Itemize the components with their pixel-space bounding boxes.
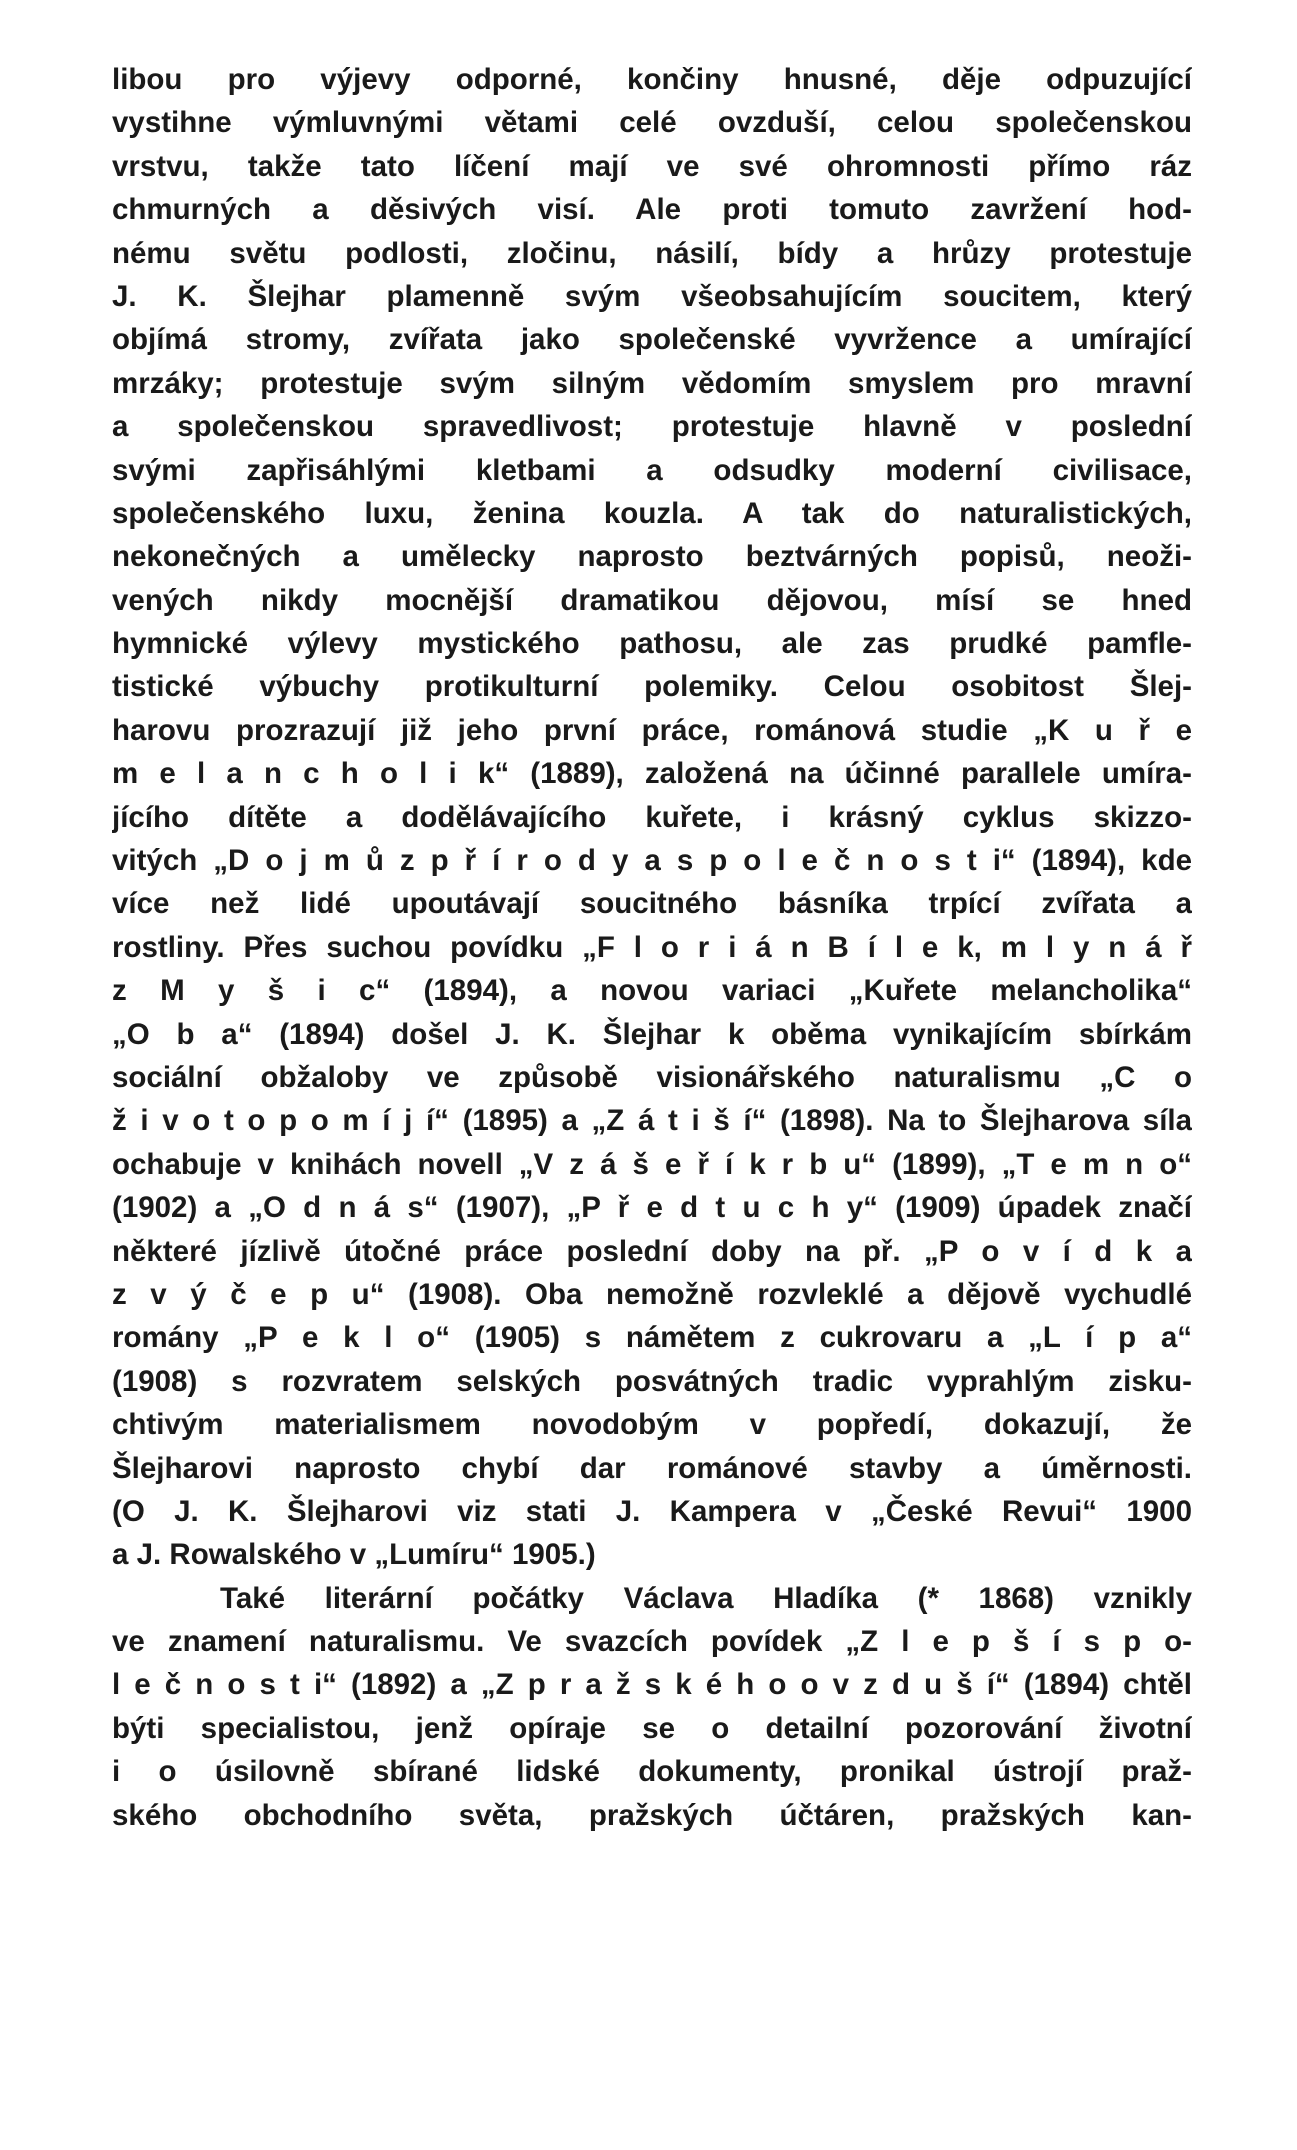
text-line: J. K. Šlejhar plamenně svým všeobsahujícím soucitem, který <box>112 279 1192 313</box>
text-line: ského obchodního světa, pražských účtáren, pražských kan- <box>112 1798 1192 1832</box>
text-line: hymnické výlevy mystického pathosu, ale zas prudké pamfle- <box>112 627 1192 661</box>
text-line: z v ý č e p u“ (1908). Oba nemožně rozvleklé a dějově vychudlé <box>112 1277 1192 1311</box>
text-line: vystihne výmluvnými větami celé ovzduší, celou společenskou <box>112 106 1192 140</box>
text-line: sociální obžaloby ve způsobě visionářského naturalismu „C o <box>112 1060 1192 1094</box>
text-line: Také literární počátky Václava Hladíka (* 1868) vznikly <box>220 1581 1192 1615</box>
text-line: více než lidé upoutávají soucitného básníka trpící zvířata a <box>112 887 1192 921</box>
text-line: a J. Rowalského v „Lumíru“ 1905.) <box>112 1538 596 1572</box>
text-line: libou pro výjevy odporné, končiny hnusné, děje odpuzující <box>112 63 1192 96</box>
text-line: Šlejharovi naprosto chybí dar románové stavby a úměrnosti. <box>112 1451 1192 1485</box>
text-line: vrstvu, takže tato líčení mají ve své ohromnosti přímo ráz <box>112 149 1192 183</box>
text-line: chmurných a děsivých visí. Ale proti tomuto zavržení hod- <box>112 193 1192 227</box>
text-line: objímá stromy, zvířata jako společenské vyvržence a umírající <box>112 323 1192 357</box>
text-line: býti specialistou, jenž opíraje se o detailní pozorování životní <box>112 1711 1192 1745</box>
text-line: m e l a n c h o l i k“ (1889), založená na účinné parallele umíra- <box>112 757 1192 791</box>
text-line: tistické výbuchy protikulturní polemiky. Celou osobitost Šlej- <box>112 670 1192 704</box>
text-line: některé jízlivě útočné práce poslední doby na př. „P o v í d k a <box>112 1234 1192 1268</box>
text-line: vených nikdy mocnější dramatikou dějovou, mísí se hned <box>112 583 1192 617</box>
text-line: (O J. K. Šlejharovi viz stati J. Kampera v „České Revui“ 1900 <box>112 1494 1192 1528</box>
text-line: nekonečných a umělecky naprosto beztvárných popisů, neoži- <box>112 540 1192 574</box>
text-line: ž i v o t o p o m í j í“ (1895) a „Z á t i š í“ (1898). Na to Šlejharova síla <box>112 1104 1192 1138</box>
text-line: ve znamení naturalismu. Ve svazcích povídek „Z l e p š í s p o- <box>112 1625 1192 1659</box>
text-line: nému světu podlosti, zločinu, násilí, bídy a hrůzy protestuje <box>112 236 1192 270</box>
text-line: jícího dítěte a dodělávajícího kuřete, i krásný cyklus skizzo- <box>112 800 1192 834</box>
text-line: vitých „D o j m ů z p ř í r o d y a s p o l e č n o s t i“ (1894), kde <box>112 844 1192 878</box>
text-line: (1902) a „O d n á s“ (1907), „P ř e d t u c h y“ (1909) úpadek značí <box>112 1191 1192 1225</box>
text-line: svými zapřisáhlými kletbami a odsudky moderní civilisace, <box>112 453 1192 487</box>
text-line: l e č n o s t i“ (1892) a „Z p r a ž s k é h o o v z d u š í“ (1894) chtěl <box>112 1668 1192 1702</box>
text-line: ochabuje v knihách novell „V z á š e ř í k r b u“ (1899), „T e m n o“ <box>112 1147 1192 1181</box>
text-line: i o úsilovně sbírané lidské dokumenty, pronikal ústrojí praž- <box>112 1755 1192 1789</box>
text-line: „O b a“ (1894) došel J. K. Šlejhar k oběma vynikajícím sbírkám <box>112 1017 1192 1051</box>
text-line: mrzáky; protestuje svým silným vědomím smyslem pro mravní <box>112 366 1192 400</box>
text-line: (1908) s rozvratem selských posvátných tradic vyprahlým zisku- <box>112 1364 1192 1398</box>
book-page-text <box>112 58 1192 1837</box>
text-line: z M y š i c“ (1894), a novou variaci „Kuřete melancholika“ <box>112 974 1192 1008</box>
text-line: harovu prozrazují již jeho první práce, románová studie „K u ř e <box>112 713 1192 747</box>
text-line: a společenskou spravedlivost; protestuje hlavně v poslední <box>112 410 1192 444</box>
text-line: romány „P e k l o“ (1905) s námětem z cukrovaru a „L í p a“ <box>112 1321 1192 1355</box>
text-line: chtivým materialismem novodobým v popředí, dokazují, že <box>112 1408 1192 1442</box>
text-line: společenského luxu, ženina kouzla. A tak do naturalistických, <box>112 496 1192 530</box>
text-line: rostliny. Přes suchou povídku „F l o r i á n B í l e k, m l y n á ř <box>112 930 1192 964</box>
